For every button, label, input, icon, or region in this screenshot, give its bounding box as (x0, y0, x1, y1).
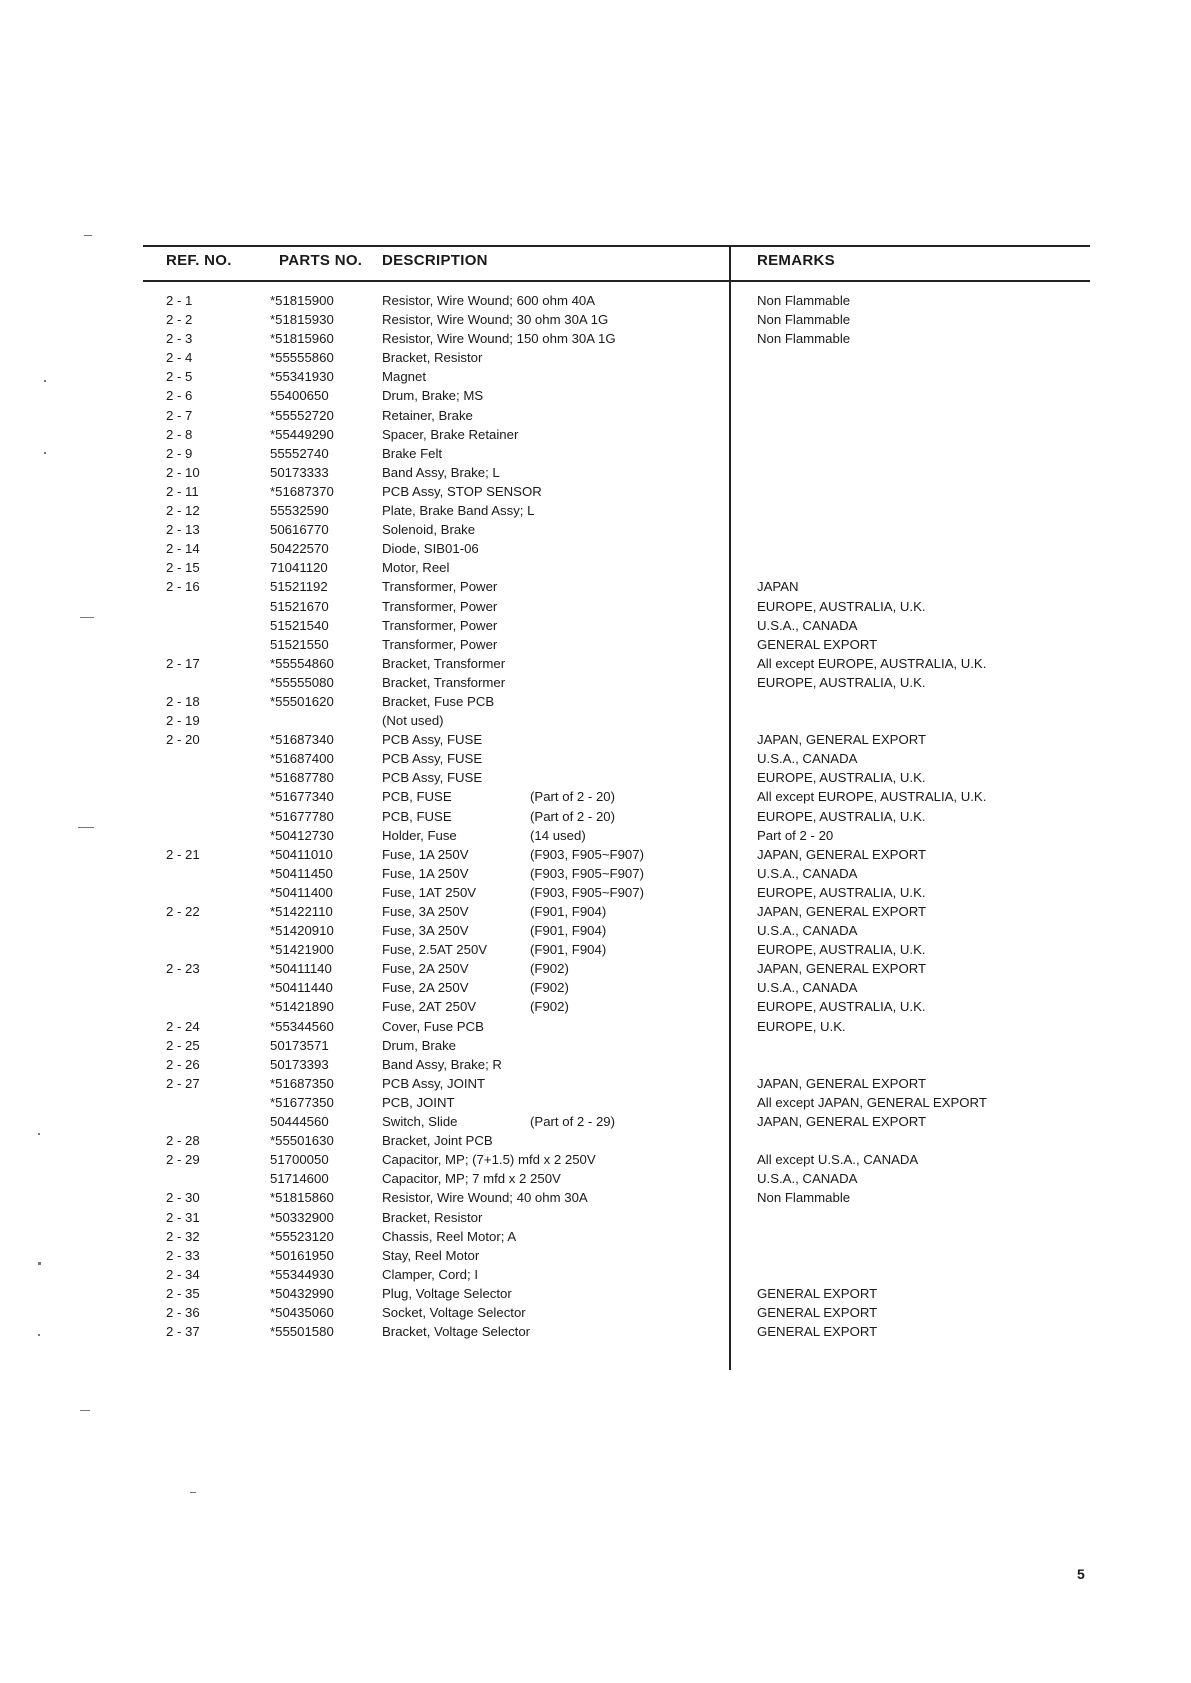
remarks-cell: GENERAL EXPORT (757, 1324, 878, 1340)
ref-no-cell: 2 - 9 (166, 445, 193, 461)
parts-no-cell: *50435060 (270, 1304, 334, 1320)
table-row (0, 1055, 1191, 1074)
remarks-cell: All except EUROPE, AUSTRALIA, U.K. (757, 789, 987, 805)
remarks-cell: U.S.A., CANADA (757, 617, 858, 633)
ref-no-cell: 2 - 20 (166, 732, 200, 748)
parts-no-cell: *55501620 (270, 693, 334, 709)
parts-no-cell: *51687350 (270, 1075, 334, 1091)
header-description: DESCRIPTION (382, 252, 488, 269)
description-cell: Transformer, Power (382, 617, 498, 633)
parts-no-cell: *51420910 (270, 923, 334, 939)
description-cell: Bracket, Resistor (382, 1209, 483, 1225)
remarks-cell: JAPAN, GENERAL EXPORT (757, 904, 927, 919)
ref-no-cell: 2 - 30 (166, 1190, 200, 1206)
parts-no-cell: *50432990 (270, 1285, 334, 1301)
parts-no-cell: *55449290 (270, 426, 334, 442)
ref-no-cell: 2 - 7 (166, 407, 193, 423)
table-row (0, 921, 1191, 940)
ref-no-cell: 2 - 33 (166, 1247, 200, 1263)
table-row (0, 1303, 1191, 1322)
table-row (0, 959, 1191, 978)
description-cell: PCB Assy, FUSE (382, 751, 483, 767)
description-cell: Fuse, 3A 250V (382, 923, 469, 939)
ref-no-cell: 2 - 3 (166, 331, 193, 347)
description-cell: Magnet (382, 369, 426, 385)
note-cell: (F901, F904) (530, 923, 607, 939)
table-row (0, 768, 1191, 787)
description-cell: PCB, FUSE (382, 808, 452, 824)
remarks-cell: Non Flammable (757, 1190, 851, 1206)
parts-no-cell: 50422570 (270, 541, 329, 557)
table-row (0, 826, 1191, 845)
parts-table-body (0, 291, 1191, 1341)
parts-no-cell: *51677350 (270, 1094, 334, 1110)
parts-no-cell: *55554860 (270, 655, 334, 671)
parts-no-cell: *51687370 (270, 483, 334, 499)
parts-no-cell: *50411400 (270, 884, 333, 900)
ref-no-cell: 2 - 14 (166, 541, 200, 557)
description-cell: Band Assy, Brake; R (382, 1056, 502, 1072)
table-row (0, 635, 1191, 654)
table-row (0, 539, 1191, 558)
ref-no-cell: 2 - 27 (166, 1075, 200, 1091)
table-row (0, 558, 1191, 577)
table-top-rule (143, 245, 1090, 247)
table-row (0, 1112, 1191, 1131)
header-ref-no: REF. NO. (166, 252, 232, 269)
table-row (0, 386, 1191, 405)
note-cell: (F901, F904) (530, 904, 607, 919)
parts-no-cell: 51521192 (270, 579, 328, 595)
parts-no-cell: *51422110 (270, 904, 333, 919)
table-row (0, 367, 1191, 386)
ref-no-cell: 2 - 6 (166, 388, 193, 404)
parts-no-cell: *50411450 (270, 865, 333, 881)
description-cell: Fuse, 2A 250V (382, 961, 469, 977)
ref-no-cell: 2 - 5 (166, 369, 193, 385)
table-row (0, 787, 1191, 806)
description-cell: Stay, Reel Motor (382, 1247, 480, 1263)
parts-no-cell: 51700050 (270, 1152, 329, 1168)
parts-no-cell: *55552720 (270, 407, 334, 423)
parts-no-cell: *55501630 (270, 1133, 334, 1149)
table-row (0, 1150, 1191, 1169)
table-row (0, 616, 1191, 635)
parts-no-cell: *50412730 (270, 827, 334, 843)
table-row (0, 940, 1191, 959)
note-cell: (14 used) (530, 827, 586, 843)
description-cell: Fuse, 2AT 250V (382, 999, 477, 1015)
parts-no-cell: *55341930 (270, 369, 334, 385)
table-row (0, 310, 1191, 329)
parts-no-cell: *50411140 (270, 961, 332, 977)
table-row (0, 902, 1191, 921)
note-cell: (F902) (530, 999, 569, 1015)
table-row (0, 348, 1191, 367)
parts-no-cell: 71041120 (270, 560, 328, 576)
ref-no-cell: 2 - 19 (166, 713, 200, 729)
table-row (0, 711, 1191, 730)
parts-no-cell: 51521550 (270, 636, 329, 652)
table-row (0, 520, 1191, 539)
description-cell: PCB, FUSE (382, 789, 452, 805)
description-cell: Capacitor, MP; 7 mfd x 2 250V (382, 1171, 561, 1187)
ref-no-cell: 2 - 29 (166, 1152, 200, 1168)
description-cell: PCB Assy, FUSE (382, 770, 483, 786)
description-cell: Bracket, Transformer (382, 674, 506, 690)
description-cell: Drum, Brake; MS (382, 388, 484, 404)
ref-no-cell: 2 - 37 (166, 1324, 200, 1340)
description-cell: Plug, Voltage Selector (382, 1285, 512, 1301)
table-row (0, 463, 1191, 482)
remarks-cell: GENERAL EXPORT (757, 636, 878, 652)
table-row (0, 1188, 1191, 1207)
table-row (0, 1208, 1191, 1227)
description-cell: Spacer, Brake Retainer (382, 426, 519, 442)
remarks-cell: EUROPE, AUSTRALIA, U.K. (757, 884, 926, 900)
remarks-cell: EUROPE, AUSTRALIA, U.K. (757, 770, 926, 786)
table-row (0, 1246, 1191, 1265)
table-row (0, 864, 1191, 883)
table-row (0, 1131, 1191, 1150)
parts-no-cell: *51677780 (270, 808, 334, 824)
parts-no-cell: 51521540 (270, 617, 329, 633)
parts-no-cell: *50161950 (270, 1247, 334, 1263)
parts-no-cell: 50173333 (270, 464, 329, 480)
parts-no-cell: *51677340 (270, 789, 334, 805)
table-row (0, 425, 1191, 444)
description-cell: Cover, Fuse PCB (382, 1018, 484, 1034)
remarks-cell: EUROPE, AUSTRALIA, U.K. (757, 674, 926, 690)
remarks-cell: U.S.A., CANADA (757, 1171, 858, 1187)
ref-no-cell: 2 - 25 (166, 1037, 200, 1053)
remarks-cell: GENERAL EXPORT (757, 1304, 878, 1320)
remarks-cell: All except JAPAN, GENERAL EXPORT (757, 1094, 987, 1110)
description-cell: Brake Felt (382, 445, 443, 461)
ref-no-cell: 2 - 22 (166, 904, 200, 919)
parts-no-cell: *55344930 (270, 1266, 334, 1282)
ref-no-cell: 2 - 28 (166, 1133, 200, 1149)
parts-no-cell: *51687400 (270, 751, 334, 767)
description-cell: Chassis, Reel Motor; A (382, 1228, 517, 1244)
description-cell: Fuse, 1A 250V (382, 846, 469, 862)
ref-no-cell: 2 - 21 (166, 846, 200, 862)
parts-no-cell: 55552740 (270, 445, 329, 461)
ref-no-cell: 2 - 11 (166, 483, 199, 499)
ref-no-cell: 2 - 35 (166, 1285, 200, 1301)
note-cell: (F901, F904) (530, 942, 607, 958)
note-cell: (F903, F905~F907) (530, 846, 644, 862)
parts-no-cell: 51714600 (270, 1171, 329, 1187)
note-cell: (F903, F905~F907) (530, 865, 644, 881)
description-cell: (Not used) (382, 713, 444, 729)
description-cell: Resistor, Wire Wound; 30 ohm 30A 1G (382, 312, 609, 328)
remarks-cell: Non Flammable (757, 293, 851, 308)
description-cell: Bracket, Joint PCB (382, 1133, 493, 1149)
remarks-cell: Non Flammable (757, 331, 851, 347)
ref-no-cell: 2 - 34 (166, 1266, 200, 1282)
remarks-cell: U.S.A., CANADA (757, 865, 858, 881)
remarks-cell: Part of 2 - 20 (757, 827, 834, 843)
remarks-cell: JAPAN, GENERAL EXPORT (757, 961, 927, 977)
parts-no-cell: 50616770 (270, 522, 329, 538)
description-cell: Resistor, Wire Wound; 600 ohm 40A (382, 293, 596, 308)
table-row (0, 883, 1191, 902)
table-row (0, 1322, 1191, 1341)
description-cell: Switch, Slide (382, 1114, 458, 1130)
description-cell: Fuse, 3A 250V (382, 904, 469, 919)
table-row (0, 406, 1191, 425)
remarks-cell: EUROPE, AUSTRALIA, U.K. (757, 999, 926, 1015)
table-row (0, 1169, 1191, 1188)
ref-no-cell: 2 - 36 (166, 1304, 200, 1320)
ref-no-cell: 2 - 26 (166, 1056, 200, 1072)
parts-no-cell: 50173393 (270, 1056, 329, 1072)
ref-no-cell: 2 - 12 (166, 503, 200, 519)
ref-no-cell: 2 - 24 (166, 1018, 200, 1034)
ref-no-cell: 2 - 13 (166, 522, 200, 538)
description-cell: Plate, Brake Band Assy; L (382, 503, 535, 519)
parts-no-cell: *55523120 (270, 1228, 334, 1244)
table-row (0, 1093, 1191, 1112)
note-cell: (F902) (530, 961, 569, 977)
description-cell: Motor, Reel (382, 560, 450, 576)
header-parts-no: PARTS NO. (279, 252, 363, 269)
description-cell: Bracket, Voltage Selector (382, 1324, 531, 1340)
table-row (0, 749, 1191, 768)
table-row (0, 1036, 1191, 1055)
description-cell: Diode, SIB01-06 (382, 541, 479, 557)
description-cell: Retainer, Brake (382, 407, 473, 423)
remarks-cell: All except U.S.A., CANADA (757, 1152, 919, 1168)
table-row (0, 501, 1191, 520)
table-row (0, 329, 1191, 348)
remarks-cell: U.S.A., CANADA (757, 923, 858, 939)
table-row (0, 654, 1191, 673)
remarks-cell: EUROPE, AUSTRALIA, U.K. (757, 808, 926, 824)
description-cell: Fuse, 1A 250V (382, 865, 469, 881)
remarks-cell: JAPAN, GENERAL EXPORT (757, 732, 927, 748)
description-cell: PCB Assy, STOP SENSOR (382, 483, 542, 499)
description-cell: Resistor, Wire Wound; 40 ohm 30A (382, 1190, 588, 1206)
note-cell: (F903, F905~F907) (530, 884, 644, 900)
parts-no-cell: *50411010 (270, 846, 333, 862)
remarks-cell: EUROPE, U.K. (757, 1018, 846, 1034)
parts-no-cell: *51687340 (270, 732, 334, 748)
parts-no-cell: 50444560 (270, 1114, 329, 1130)
parts-no-cell: *51687780 (270, 770, 334, 786)
description-cell: Solenoid, Brake (382, 522, 476, 538)
ref-no-cell: 2 - 23 (166, 961, 200, 977)
note-cell: (Part of 2 - 20) (530, 789, 616, 805)
table-row (0, 444, 1191, 463)
parts-no-cell: *55501580 (270, 1324, 334, 1340)
parts-no-cell: *51815930 (270, 312, 334, 328)
remarks-cell: JAPAN, GENERAL EXPORT (757, 846, 927, 862)
description-cell: Bracket, Resistor (382, 350, 483, 366)
table-row (0, 291, 1191, 310)
description-cell: Fuse, 1AT 250V (382, 884, 477, 900)
table-row (0, 692, 1191, 711)
parts-no-cell: 55532590 (270, 503, 329, 519)
description-cell: Transformer, Power (382, 579, 498, 595)
table-row (0, 807, 1191, 826)
parts-no-cell: 55400650 (270, 388, 329, 404)
description-cell: Transformer, Power (382, 636, 498, 652)
table-header-rule (143, 280, 1090, 282)
table-row (0, 997, 1191, 1016)
page-number: 5 (1077, 1566, 1085, 1582)
parts-no-cell: *51815900 (270, 293, 334, 308)
note-cell: (F902) (530, 980, 569, 996)
ref-no-cell: 2 - 15 (166, 560, 200, 576)
description-cell: PCB Assy, FUSE (382, 732, 483, 748)
description-cell: Capacitor, MP; (7+1.5) mfd x 2 250V (382, 1152, 596, 1168)
table-row (0, 577, 1191, 596)
note-cell: (Part of 2 - 29) (530, 1114, 616, 1130)
ref-no-cell: 2 - 16 (166, 579, 200, 595)
description-cell: Band Assy, Brake; L (382, 464, 500, 480)
table-row (0, 1074, 1191, 1093)
table-row (0, 1284, 1191, 1303)
ref-no-cell: 2 - 17 (166, 655, 200, 671)
remarks-cell: JAPAN (757, 579, 799, 595)
ref-no-cell: 2 - 31 (166, 1209, 200, 1225)
ref-no-cell: 2 - 1 (166, 293, 193, 308)
description-cell: Socket, Voltage Selector (382, 1304, 526, 1320)
table-row (0, 845, 1191, 864)
table-row (0, 673, 1191, 692)
description-cell: Fuse, 2.5AT 250V (382, 942, 488, 958)
ref-no-cell: 2 - 10 (166, 464, 200, 480)
remarks-cell: U.S.A., CANADA (757, 751, 858, 767)
table-row (0, 1227, 1191, 1246)
description-cell: Resistor, Wire Wound; 150 ohm 30A 1G (382, 331, 616, 347)
description-cell: PCB, JOINT (382, 1094, 455, 1110)
parts-no-cell: 50173571 (270, 1037, 329, 1053)
remarks-cell: GENERAL EXPORT (757, 1285, 878, 1301)
note-cell: (Part of 2 - 20) (530, 808, 616, 824)
parts-no-cell: *50411440 (270, 980, 333, 996)
remarks-cell: EUROPE, AUSTRALIA, U.K. (757, 942, 926, 958)
remarks-cell: JAPAN, GENERAL EXPORT (757, 1075, 927, 1091)
ref-no-cell: 2 - 18 (166, 693, 200, 709)
remarks-cell: Non Flammable (757, 312, 851, 328)
table-row (0, 597, 1191, 616)
parts-no-cell: *50332900 (270, 1209, 334, 1225)
ref-no-cell: 2 - 8 (166, 426, 193, 442)
description-cell: Bracket, Transformer (382, 655, 506, 671)
remarks-cell: U.S.A., CANADA (757, 980, 858, 996)
parts-no-cell: *51815960 (270, 331, 334, 347)
remarks-cell: JAPAN, GENERAL EXPORT (757, 1114, 927, 1130)
parts-no-cell: *51815860 (270, 1190, 334, 1206)
table-row (0, 730, 1191, 749)
parts-no-cell: *55344560 (270, 1018, 334, 1034)
table-row (0, 1017, 1191, 1036)
table-row (0, 1265, 1191, 1284)
description-cell: Fuse, 2A 250V (382, 980, 469, 996)
table-row (0, 482, 1191, 501)
header-remarks: REMARKS (757, 252, 835, 269)
parts-no-cell: *51421890 (270, 999, 334, 1015)
parts-no-cell: 51521670 (270, 598, 329, 614)
ref-no-cell: 2 - 4 (166, 350, 193, 366)
remarks-cell: All except EUROPE, AUSTRALIA, U.K. (757, 655, 987, 671)
remarks-cell: EUROPE, AUSTRALIA, U.K. (757, 598, 926, 614)
description-cell: Transformer, Power (382, 598, 498, 614)
description-cell: Drum, Brake (382, 1037, 457, 1053)
description-cell: Clamper, Cord; I (382, 1266, 479, 1282)
description-cell: Bracket, Fuse PCB (382, 693, 495, 709)
description-cell: Holder, Fuse (382, 827, 457, 843)
ref-no-cell: 2 - 32 (166, 1228, 200, 1244)
ref-no-cell: 2 - 2 (166, 312, 193, 328)
parts-no-cell: *55555860 (270, 350, 334, 366)
parts-no-cell: *55555080 (270, 674, 334, 690)
description-cell: PCB Assy, JOINT (382, 1075, 486, 1091)
table-row (0, 978, 1191, 997)
parts-no-cell: *51421900 (270, 942, 334, 958)
